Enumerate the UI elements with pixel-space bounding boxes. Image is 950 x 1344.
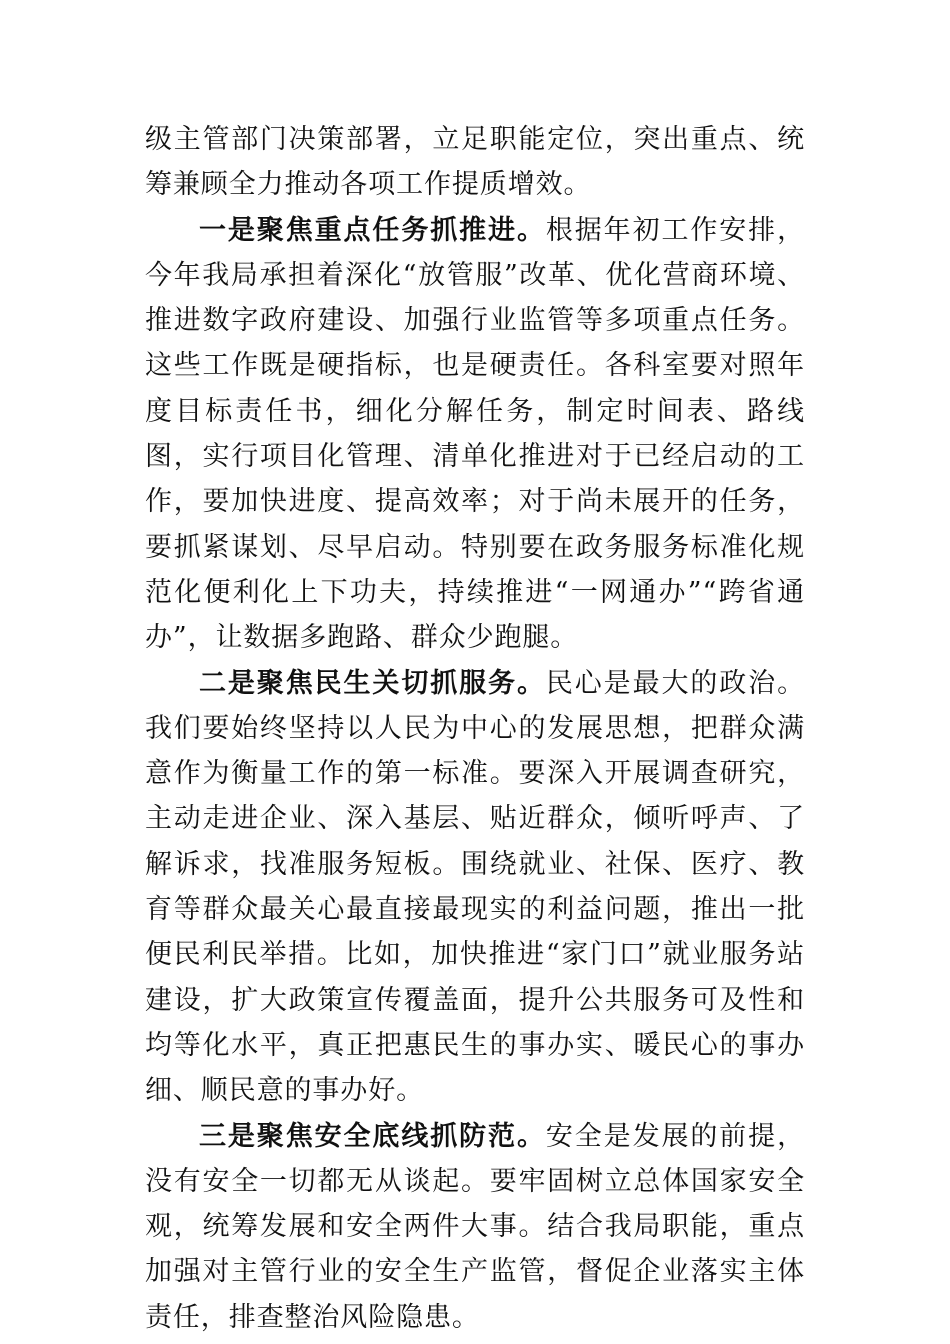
- document-body: [145, 117, 805, 1340]
- paragraph-focus-safety: [145, 1114, 805, 1340]
- paragraph-text: 安全是发展的前提，没有安全一切都无从谈起。要牢固树立总体国家安全观，统筹发展和安全两件大事。结合我局职能，重点加强对主管行业的安全生产监管，督促企业落实主体责任，排查整治风险隐患。: [145, 1120, 805, 1333]
- paragraph-focus-livelihood: [145, 661, 805, 1114]
- paragraph-text: 民心是最大的政治。我们要始终坚持以人民为中心的发展思想，把群众满意作为衡量工作的第一标准。要深入开展调查研究，主动走进企业、深入基层、贴近群众，倾听呼声、了解诉求，找准服务短板。围绕就业、社保、医疗、教育等群众最关心最直接最现实的利益问题，推出一批便民利民举措。比如，加快推进“家门口”就业服务站建设，扩大政策宣传覆盖面，提升公共服务可及性和均等化水平，真正把惠民生的事办实、暖民心的事办细、顺民意的事办好。: [145, 667, 805, 1107]
- paragraph-focus-tasks: [145, 208, 805, 661]
- paragraph-continuation: [145, 117, 805, 208]
- paragraph-heading: 三是聚焦安全底线抓防范。: [199, 1120, 546, 1152]
- paragraph-heading: 二是聚焦民生关切抓服务。: [199, 667, 546, 699]
- paragraph-text: 级主管部门决策部署，立足职能定位，突出重点、统筹兼顾全力推动各项工作提质增效。: [145, 124, 805, 201]
- paragraph-text: 根据年初工作安排，今年我局承担着深化“放管服”改革、优化营商环境、推进数字政府建设、加强行业监管等多项重点任务。这些工作既是硬指标，也是硬责任。各科室要对照年度目标责任书，细化分解任务，制定时间表、路线图，实行项目化管理、清单化推进对于已经启动的工作，要加快进度、提高效率；对于尚未展开的任务，要抓紧谋划、尽早启动。特别要在政务服务标准化规范化便利化上下功夫，持续推进“一网通办”“跨省通办”，让数据多跑路、群众少跑腿。: [145, 214, 805, 654]
- paragraph-heading: 一是聚焦重点任务抓推进。: [199, 214, 546, 246]
